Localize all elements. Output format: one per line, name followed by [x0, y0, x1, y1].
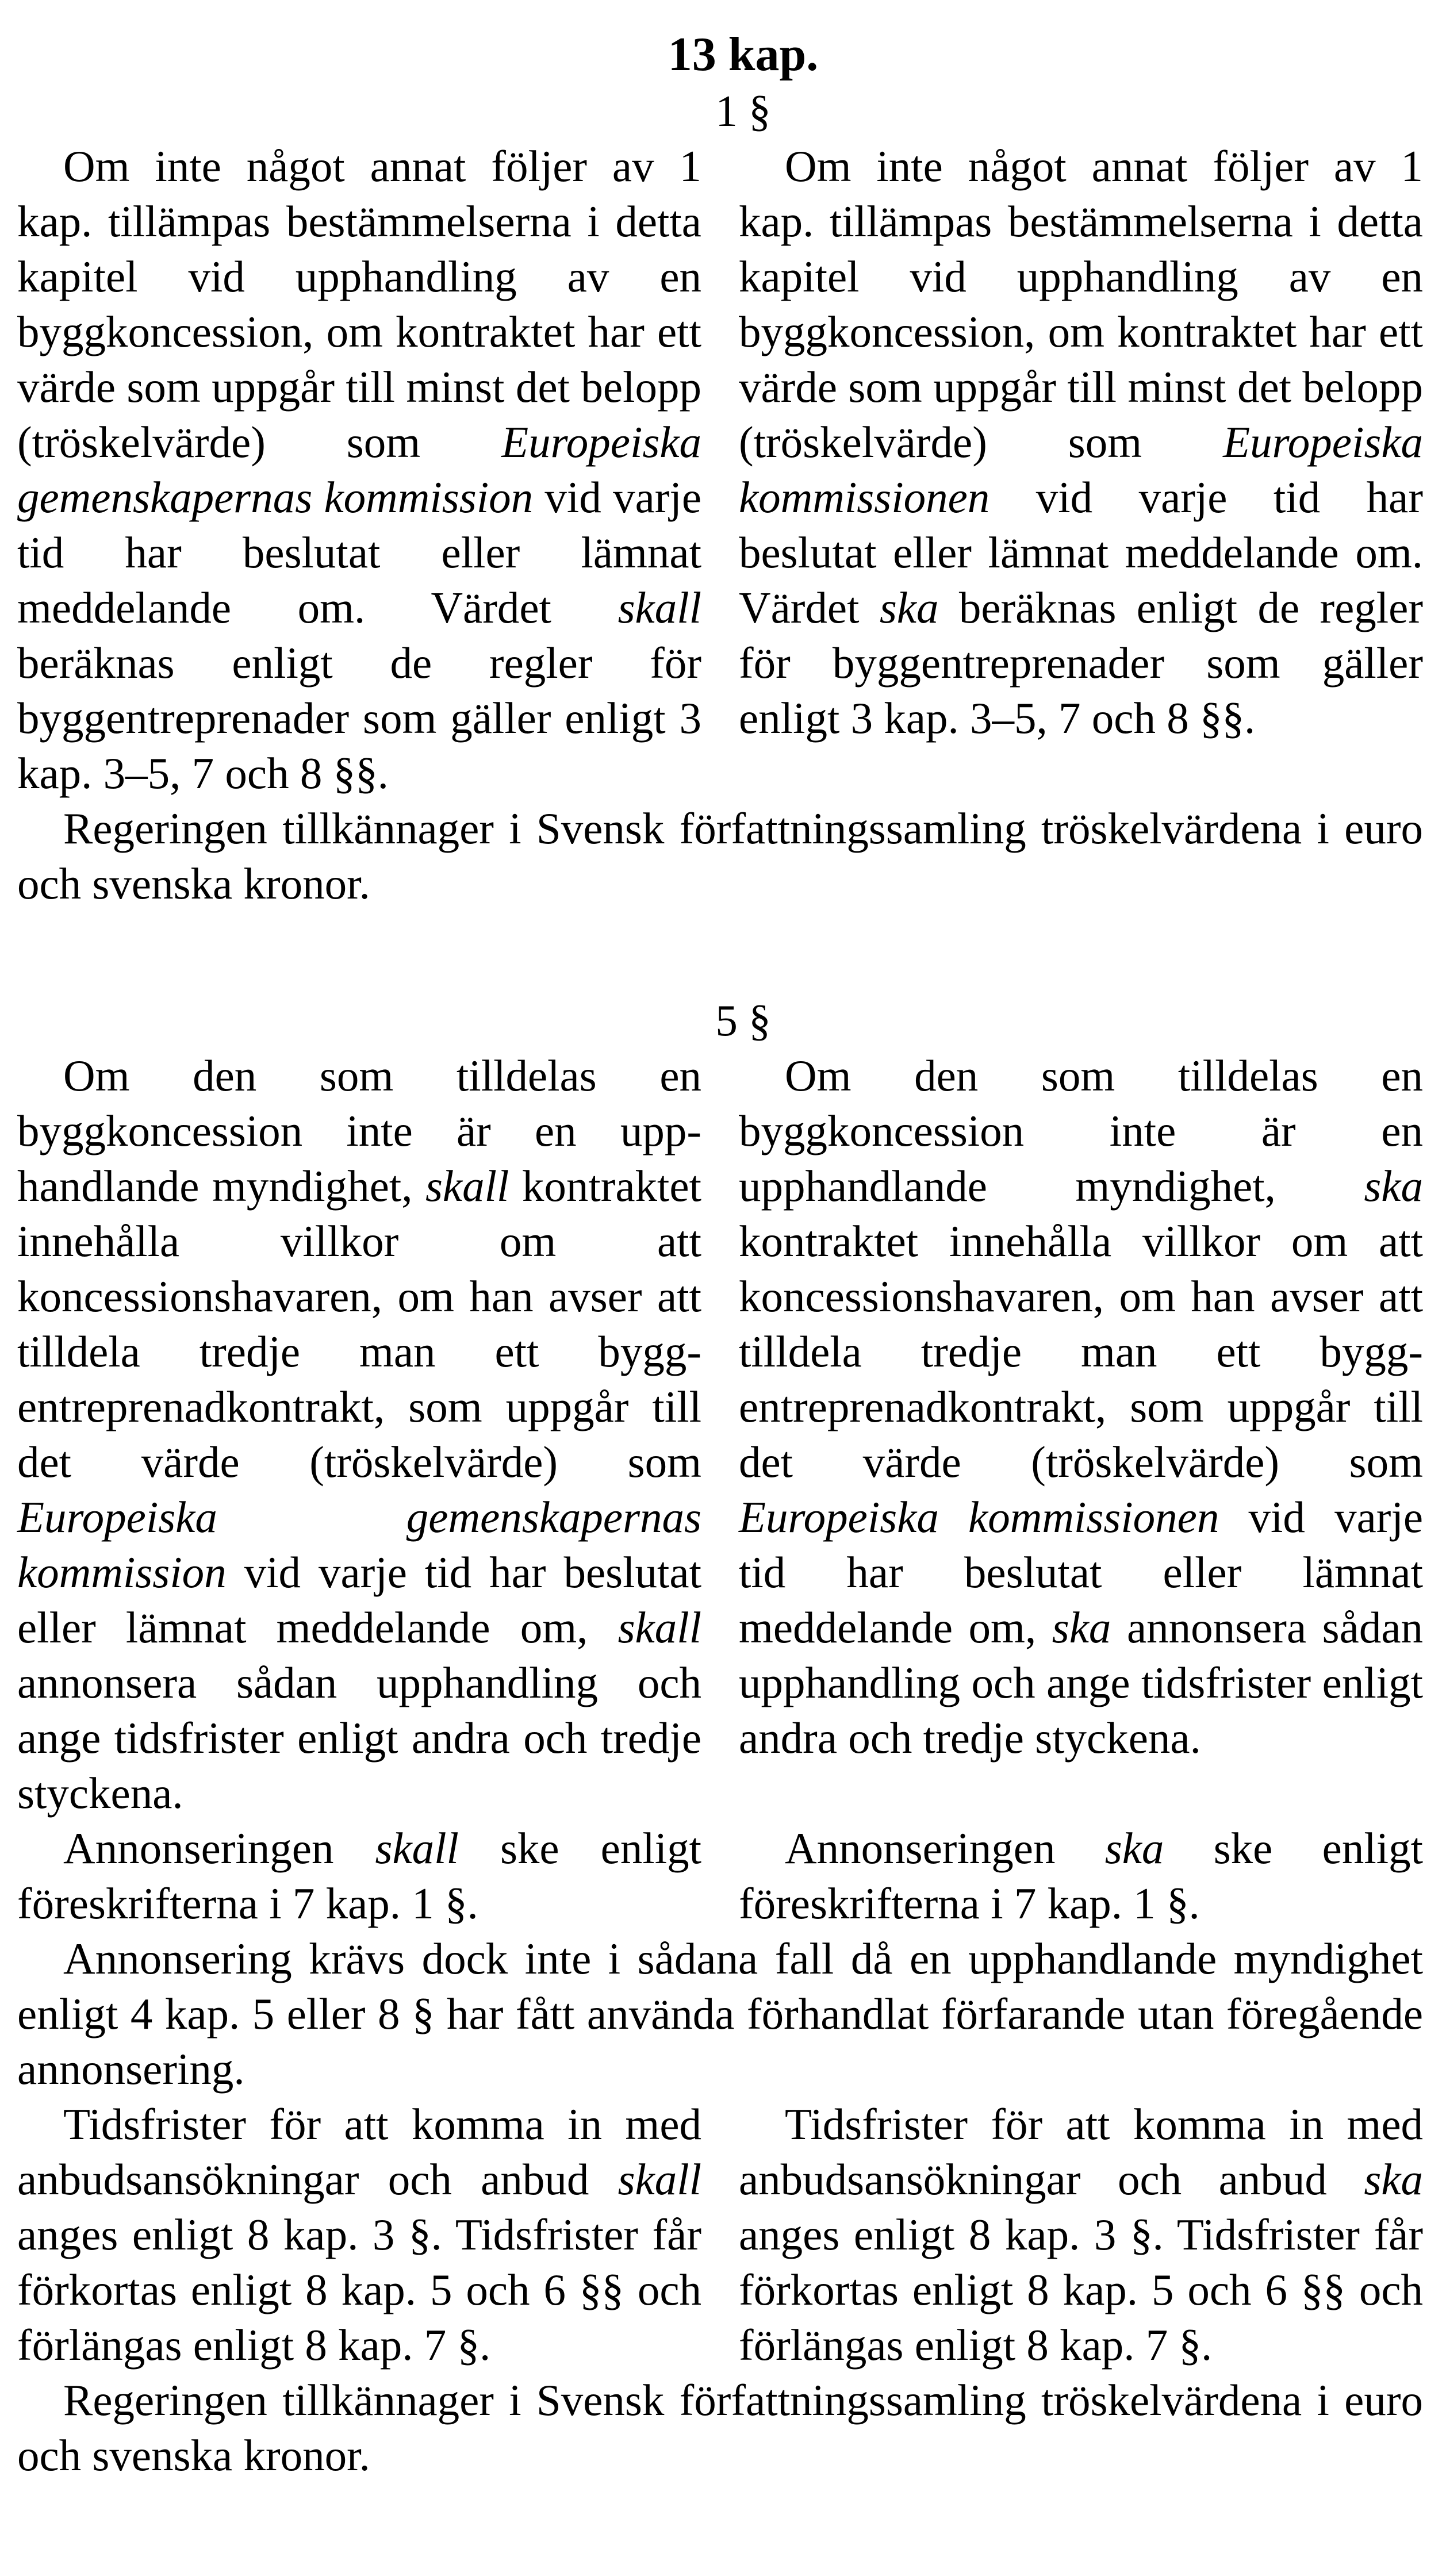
paragraph-text: Om inte något annat följer av 1 kap. tillämpas bestämmelserna i detta kapitel vid upphandling av en byggkoncession, om kontraktet har ett värde som uppgår till minst det belopp (tröskelvärde) som Europeiska gemenskapernas kommission vid varje tid har beslutat eller lämnat meddelande om. Värdet skall beräknas enligt de regler för byggentreprenader som gäller enligt 3 kap. 3–5, 7 och 8 §§.: [17, 141, 701, 798]
old-wording-column: [17, 1048, 701, 1821]
new-wording-column: [739, 1821, 1423, 1931]
new-wording-column: [739, 139, 1423, 801]
paragraph-comparison-row: [17, 1821, 1423, 1931]
paragraph-comparison-row: [17, 139, 1423, 801]
paragraph-text: Om den som tilldelas en byggkoncession inte är en upphandlande myndighet, skall kontraktet innehålla villkor om att koncessionshavaren, om han avser att tilldela tredje man ett byggentreprenadkontrakt, som uppgår till det värde (tröskelvärde) som Europeiska gemenskapernas kommission vid varje tid har beslutat eller lämnat meddelande om, skall annonsera sådan upphandling och ange tidsfrister enligt andra och tredje styckena.: [17, 1051, 701, 1818]
paragraph-comparison-row: [17, 2097, 1423, 2372]
new-wording-column: [739, 1048, 1423, 1821]
paragraph-text: Tidsfrister för att komma in med anbudsansökningar och anbud ska anges enligt 8 kap. 3 §. Tidsfrister får förkortas enligt 8 kap. 5 och 6 §§ och förlängas enligt 8 kap. 7 §.: [739, 2099, 1423, 2370]
paragraph-text: Regeringen tillkännager i Svensk författningssamling tröskelvärdena i euro och svenska kronor.: [17, 804, 1423, 908]
old-wording-column: [17, 1821, 701, 1931]
new-wording-column: [739, 2097, 1423, 2372]
paragraph-text: Om den som tilldelas en byggkoncession inte är en upphandlande myndighet, ska kontraktet innehålla villkor om att koncessionshavaren, om han avser att tilldela tredje man ett byggentreprenadkontrakt, som uppgår till det värde (tröskelvärde) som Europeiska kommissionen vid varje tid har beslutat eller lämnat meddelande om, ska annonsera sådan upphandling och ange tidsfrister enligt andra och tredje styckena.: [739, 1051, 1424, 1763]
paragraph-text: Annonseringen skall ske enligt föreskrifterna i 7 kap. 1 §.: [17, 1823, 701, 1928]
paragraph-text: Tidsfrister för att komma in med anbudsansökningar och anbud skall anges enligt 8 kap. 3 §. Tidsfrister får förkortas enligt 8 kap. 5 och 6 §§ och förlängas enligt 8 kap. 7 §.: [17, 2099, 701, 2370]
paragraph-text: Annonseringen ska ske enligt föreskrifterna i 7 kap. 1 §.: [739, 1823, 1424, 1928]
chapter-heading: 13 kap.: [668, 28, 819, 81]
paragraph-comparison-row: [17, 1048, 1423, 1821]
paragraph-text: Regeringen tillkännager i Svensk författningssamling tröskelvärdena i euro och svenska kronor.: [17, 2375, 1423, 2480]
paragraph-text: Annonsering krävs dock inte i sådana fall då en upphandlande myndighet enligt 4 kap. 5 eller 8 § har fått använda förhandlat förfarande utan föregående annonsering.: [17, 1934, 1423, 2094]
old-wording-column: [17, 2097, 701, 2372]
old-wording-column: [17, 139, 701, 801]
full-width-paragraph: [17, 801, 1423, 911]
full-width-paragraph: [17, 2372, 1423, 2483]
paragraph-text: Om inte något annat följer av 1 kap. tillämpas bestämmelserna i detta kapitel vid upphandling av en byggkoncession, om kontraktet har ett värde som uppgår till minst det belopp (tröskelvärde) som Europeiska kommissionen vid varje tid har beslutat eller lämnat meddelande om. Värdet ska beräknas enligt de regler för byggentreprenader som gäller enligt 3 kap. 3–5, 7 och 8 §§.: [739, 141, 1423, 743]
full-width-paragraph: [17, 1931, 1423, 2097]
section-mark: 5 §: [715, 996, 771, 1045]
sections-container: [17, 83, 1423, 2483]
section-mark: 1 §: [715, 86, 771, 136]
